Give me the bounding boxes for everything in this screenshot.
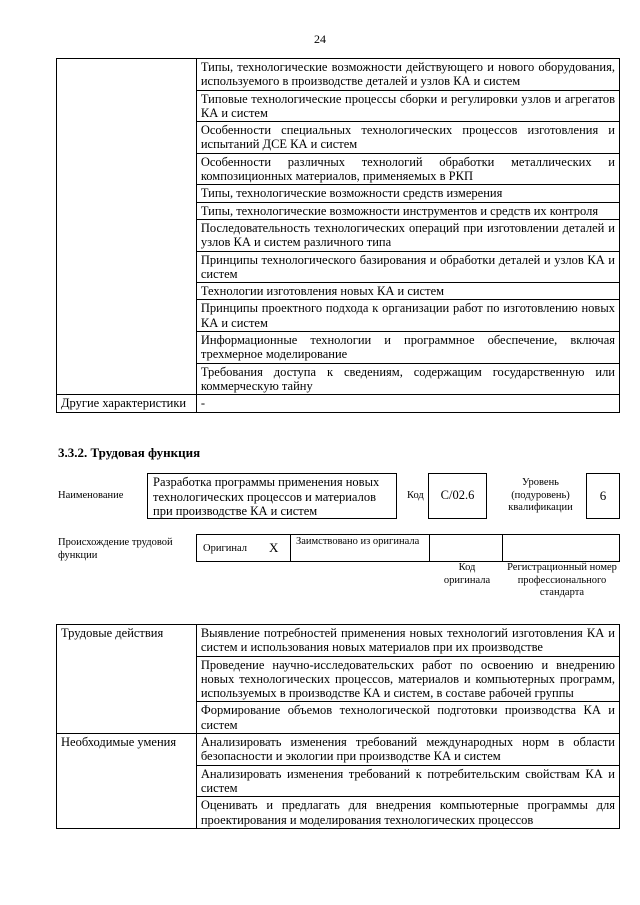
original-cell (196, 534, 291, 562)
labor-action-item: Формирование объемов технологической подготовки производства КА и систем (196, 702, 619, 734)
original-mark: X (269, 540, 279, 555)
page-number: 24 (314, 32, 326, 46)
other-characteristics-label: Другие характеристики (57, 395, 197, 412)
skill-item: Анализировать изменения требований международных норм в области безопасности и экологии при производстве КА и систем (196, 734, 619, 766)
table-row (57, 625, 620, 657)
function-name-box (147, 473, 397, 519)
reg-number-caption: Регистрационный номер профессионального стандарта (507, 562, 617, 598)
knowledge-item: Типовые технологические процессы сборки и регулировки узлов и агрегатов КА и систем (196, 90, 619, 122)
knowledge-item: Особенности специальных технологических процессов изготовления и испытаний ДСЕ КА и систем (196, 122, 619, 154)
knowledge-item: Особенности различных технологий обработки металлических и композиционных материалов, применяемых в РКП (196, 153, 619, 185)
borrowed-cell (290, 534, 430, 562)
name-label: Наименование (58, 490, 124, 501)
level-box (586, 473, 620, 519)
knowledge-label-cell (57, 59, 197, 395)
table-row (57, 395, 620, 412)
knowledge-item: Последовательность технологических операций при изготовлении деталей и узлов КА и систем различного типа (196, 219, 619, 251)
knowledge-item: Требования доступа к сведениям, содержащим государственную или коммерческую тайну (196, 363, 619, 395)
borrowed-label: Заимствовано из оригинала (296, 536, 420, 547)
code-value: С/02.6 (440, 488, 475, 502)
knowledge-item: Принципы проектного подхода к организации работ по изготовлению новых КА и систем (196, 300, 619, 332)
original-label: Оригинал (203, 543, 247, 554)
code-label: Код (407, 490, 424, 501)
knowledge-item: Технологии изготовления новых КА и систем (196, 283, 619, 300)
actions-skills-table (56, 624, 620, 829)
level-value: 6 (599, 488, 607, 503)
labor-action-item: Проведение научно-исследовательских работ по освоению и внедрению новых технологических процессов, материалов и компьютерных программ, используемых в производстве КА и систем, в составе рабочей группы (196, 656, 619, 702)
table-row (57, 59, 620, 91)
knowledge-table (56, 58, 620, 413)
level-label: Уровень (подуровень) квалификации (508, 477, 573, 513)
knowledge-item: Типы, технологические возможности инструментов и средств их контроля (196, 202, 619, 219)
reg-number-cell (502, 534, 620, 562)
skill-item: Оценивать и предлагать для внедрения компьютерные программы для проектирования и моделирования технологических процессов (196, 797, 619, 829)
origin-label: Происхождение трудовой функции (58, 537, 173, 561)
labor-action-item: Выявление потребностей применения новых технологий изготовления КА и систем и использования новых материалов при их производстве (196, 625, 619, 657)
code-box (428, 473, 487, 519)
code-original-cell (429, 534, 503, 562)
group-label: Трудовые действия (57, 625, 197, 734)
knowledge-item: Типы, технологические возможности средств измерения (196, 185, 619, 202)
group-label: Необходимые умения (57, 734, 197, 829)
table-row (57, 734, 620, 766)
knowledge-item: Принципы технологического базирования и обработки деталей и узлов КА и систем (196, 251, 619, 283)
knowledge-item: Типы, технологические возможности действующего и нового оборудования, используемого в производстве деталей и узлов КА и систем (196, 59, 619, 91)
skill-item: Анализировать изменения требований к потребительским свойствам КА и систем (196, 765, 619, 797)
function-name-text: Разработка программы применения новых технологических процессов и материалов при производстве КА и систем (153, 475, 380, 518)
section-title: 3.3.2. Трудовая функция (58, 445, 201, 460)
other-characteristics-value: - (196, 395, 619, 412)
knowledge-item: Информационные технологии и программное обеспечение, включая трехмерное моделирование (196, 332, 619, 364)
code-original-caption: Код оригинала (443, 562, 491, 586)
